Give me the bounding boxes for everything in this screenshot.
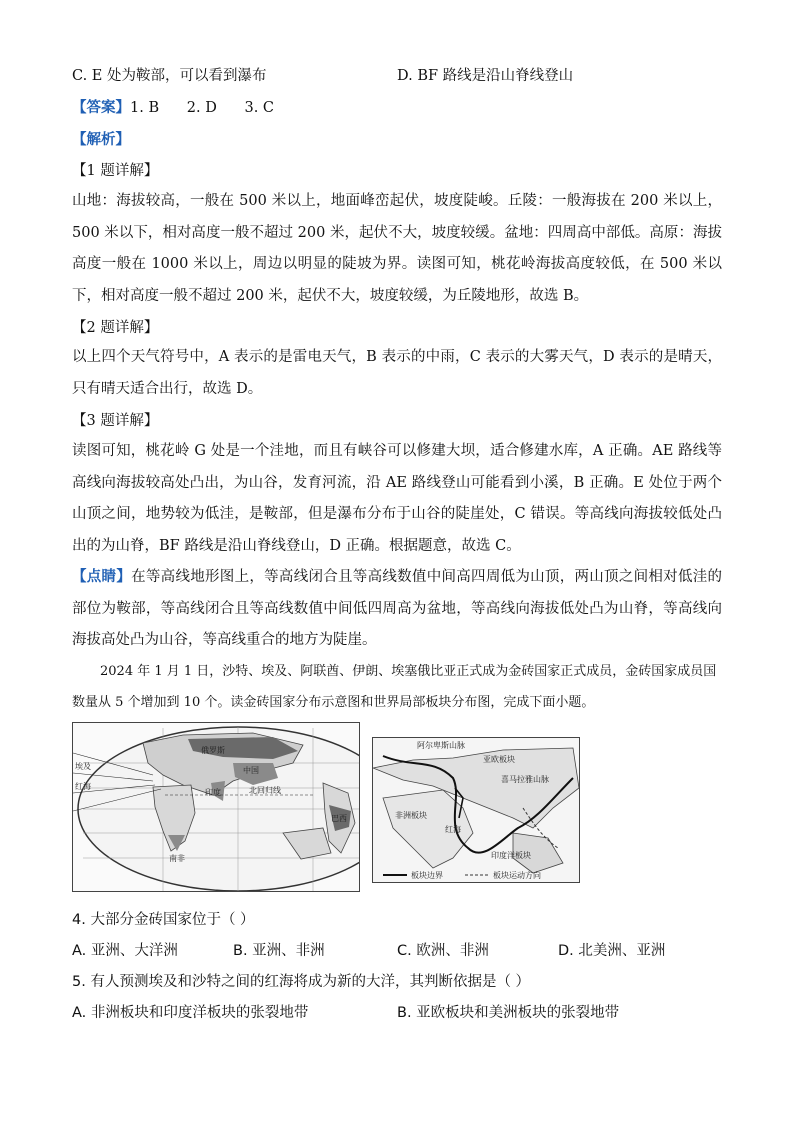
q2-explanation: 以上四个天气符号中，A 表示的是雷电天气，B 表示的中雨，C 表示的大雾天气，D 表示的是晴天，只有晴天适合出行，故选 D。 <box>72 349 722 397</box>
label-red-sea: 红海 <box>75 782 91 791</box>
tip-block <box>72 562 722 657</box>
label-africa-plate: 非洲板块 <box>395 811 427 820</box>
option-d-prev: D. BF 路线是沿山脊线登山 <box>397 68 574 84</box>
label-india: 印度 <box>205 788 221 797</box>
label-eurasia-plate: 亚欧板块 <box>483 755 515 764</box>
q3-tag: 【3 题详解】 <box>72 413 159 429</box>
label-brazil: 巴西 <box>331 814 347 823</box>
answer-line <box>72 98 274 118</box>
option-c-prev: C. E 处为鞍部，可以看到瀑布 <box>72 68 267 84</box>
q5-option-b[interactable]: B. 亚欧板块和美洲板块的张裂地带 <box>397 1005 620 1021</box>
answer-tag: 【答案】 <box>72 100 130 116</box>
analysis-tag: 【解析】 <box>72 132 130 148</box>
q4-option-a[interactable]: A. 亚洲、大洋洲 <box>72 943 178 959</box>
label-alps: 阿尔卑斯山脉 <box>417 741 465 750</box>
q4-option-c[interactable]: C. 欧洲、非洲 <box>397 943 489 959</box>
q1-explanation: 山地：海拔较高，一般在 500 米以上，地面峰峦起伏，坡度陡峻。丘陵：一般海拔在 200 米以上，500 米以下，相对高度一般不超过 200 米，起伏不大，坡度较缓。盆地：四周高中部低。高原：海拔高度一般在 1000 米以上，周边以明显的陡坡为界。读图可知，桃花岭海拔高度较低，在 500 米以下，相对高度一般不超过 200 米，起伏不大，坡度较缓，为丘陵地形，故选 B。 <box>72 193 722 304</box>
question-intro: 2024 年 1 月 1 日，沙特、埃及、阿联酋、伊朗、埃塞俄比亚正式成为金砖国家正式成员，金砖国家成员国数量从 5 个增加到 10 个。读金砖国家分布示意图和世界局部板块分布图，完成下面小题。 <box>72 664 717 710</box>
plate-map <box>372 737 580 883</box>
legend-boundary: 板块边界 <box>411 871 443 880</box>
label-red-sea-right: 红海 <box>445 825 461 834</box>
label-himalaya: 喜马拉雅山脉 <box>501 775 549 784</box>
answer-value: 1. B 2. D 3. C <box>130 100 275 116</box>
q4-option-b[interactable]: B. 亚洲、非洲 <box>233 943 325 959</box>
label-china: 中国 <box>243 766 259 775</box>
label-russia: 俄罗斯 <box>201 746 225 755</box>
q4-stem: 4. 大部分金砖国家位于（ ） <box>72 912 255 928</box>
q5-stem: 5. 有人预测埃及和沙特之间的红海将成为新的大洋，其判断依据是（ ） <box>72 974 531 990</box>
tip-text: 在等高线地形图上，等高线闭合且等高线数值中间高四周低为山顶，两山顶之间相对低洼的部位为鞍部，等高线闭合且等高线数值中间低四周高为盆地，等高线向海拔低处凸为山脊，等高线向海拔高处凸为山谷，等高线重合的地方为陡崖。 <box>72 569 723 648</box>
label-south-africa: 南非 <box>169 854 185 863</box>
q5-option-a[interactable]: A. 非洲板块和印度洋板块的张裂地带 <box>72 1005 309 1021</box>
q1-tag: 【1 题详解】 <box>72 163 159 179</box>
q3-explanation: 读图可知，桃花岭 G 处是一个洼地，而且有峡谷可以修建大坝，适合修建水库，A 正确。AE 路线等高线向海拔较高处凸出，为山谷，发育河流，沿 AE 路线登山可能看到小溪，B 正确。E 处位于两个山顶之间，地势较为低洼，是鞍部，但是瀑布分布于山谷的陡崖处，C 错误。等高线向海拔较低处凸出的为山脊，BF 路线是沿山脊线登山，D 正确。根据题意，故选 C。 <box>72 443 722 554</box>
label-indian-plate: 印度洋板块 <box>491 851 531 860</box>
brics-map-svg <box>73 723 359 891</box>
tip-tag: 【点睛】 <box>72 569 132 585</box>
brics-world-map <box>72 722 360 892</box>
legend-motion: 板块运动方向 <box>493 871 541 880</box>
label-tropic: 北回归线 <box>249 786 281 795</box>
label-egypt: 埃及 <box>75 762 91 771</box>
plate-map-svg <box>373 738 579 882</box>
q2-tag: 【2 题详解】 <box>72 320 159 336</box>
q4-option-d[interactable]: D. 北美洲、亚洲 <box>558 943 666 959</box>
